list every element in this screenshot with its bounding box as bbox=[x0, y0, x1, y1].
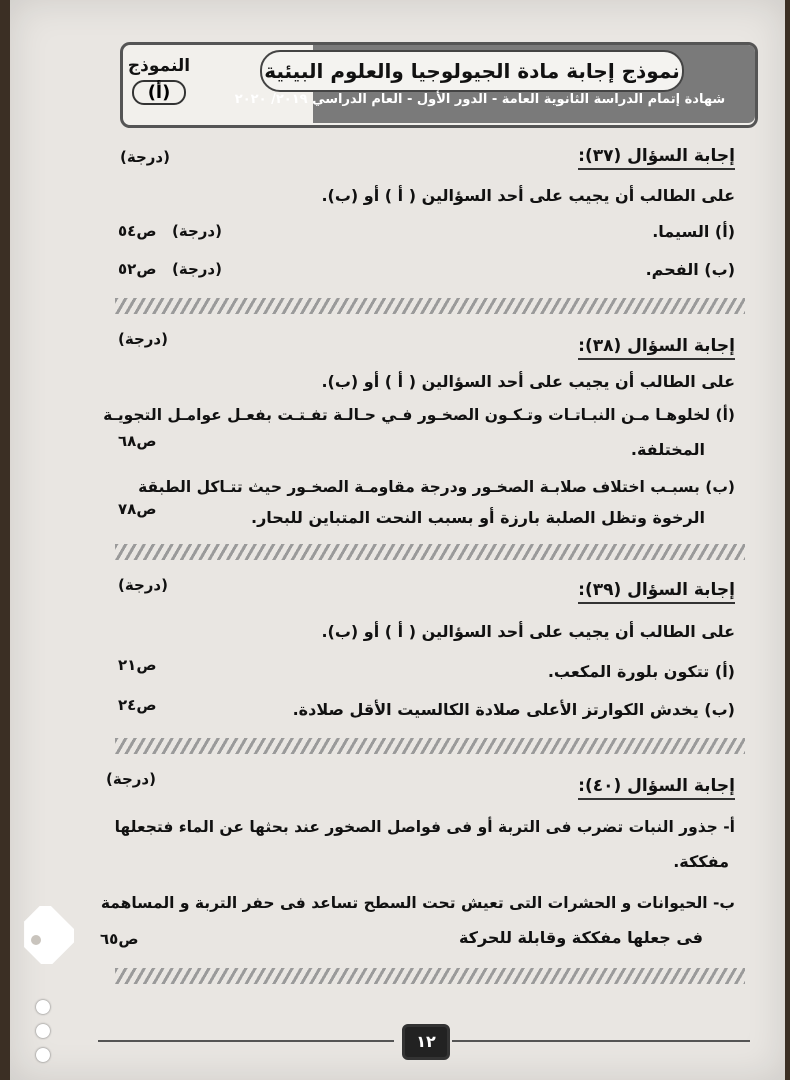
q38-heading: إجابة السؤال (٣٨): bbox=[578, 336, 735, 360]
q37-a-ref: ص٥٤ bbox=[118, 222, 157, 240]
section-separator bbox=[115, 738, 745, 754]
page-subtitle: شهادة إتمام الدراسة الثانوية العامة - الدور الأول - العام الدراسي ٢٠١٩/ ٢٠٢٠ bbox=[234, 92, 726, 107]
footer-rule-right bbox=[452, 1040, 750, 1042]
q40-heading: إجابة السؤال (٤٠): bbox=[578, 776, 735, 800]
q39-instruction: على الطالب أن يجيب على أحد السؤالين ( أ ) أو (ب). bbox=[321, 622, 735, 641]
menu-dot bbox=[36, 1048, 50, 1062]
q40-answer-a-line1: أ- جذور النبات تضرب فى التربة أو فى فواصل الصخور عند بحثها عن الماء فتجعلها bbox=[114, 818, 735, 836]
q37-grade: (درجة) bbox=[120, 148, 170, 166]
page-number: ١٢ bbox=[402, 1024, 450, 1060]
menu-dot bbox=[36, 1024, 50, 1038]
model-label: النموذج bbox=[127, 56, 191, 76]
q38-grade: (درجة) bbox=[118, 330, 168, 348]
q40-answer-b-line1: ب- الحيوانات و الحشرات التى تعيش تحت السطح تساعد فى حفر التربة و المساهمة bbox=[100, 894, 735, 912]
section-separator bbox=[115, 298, 745, 314]
q40-b-ref: ص٦٥ bbox=[100, 930, 139, 948]
q37-answer-a: (أ) السيما. bbox=[652, 222, 735, 241]
q37-b-grade: (درجة) bbox=[172, 260, 222, 278]
q40-answer-a-line2: مفككة. bbox=[673, 852, 729, 871]
q39-answer-b: (ب) يخدش الكوارتز الأعلى صلادة الكالسيت الأقل صلادة. bbox=[292, 700, 735, 719]
q40-answer-b-line2: فى جعلها مفككة وقابلة للحركة bbox=[458, 928, 703, 947]
q39-b-ref: ص٢٤ bbox=[118, 696, 157, 714]
q38-answer-b-line1: (ب) بسبـب اختلاف صلابـة الصخـور ودرجة مقاومـة الصخـور حيث تتـاكل الطبقة bbox=[138, 478, 735, 496]
q38-instruction: على الطالب أن يجيب على أحد السؤالين ( أ ) أو (ب). bbox=[321, 372, 735, 391]
q37-heading: إجابة السؤال (٣٧): bbox=[578, 146, 735, 170]
model-box bbox=[124, 50, 194, 116]
document-page bbox=[10, 0, 785, 1080]
q39-a-ref: ص٢١ bbox=[118, 656, 157, 674]
q37-instruction: على الطالب أن يجيب على أحد السؤالين ( أ ) أو (ب). bbox=[321, 186, 735, 205]
menu-dot bbox=[36, 1000, 50, 1014]
q38-answer-a-line2: المختلفة. bbox=[630, 440, 705, 459]
tag-icon[interactable] bbox=[18, 906, 74, 964]
q39-grade: (درجة) bbox=[118, 576, 168, 594]
page-title: نموذج إجابة مادة الجيولوجيا والعلوم البيئية bbox=[260, 50, 684, 92]
q38-b-ref: ص٧٨ bbox=[118, 500, 157, 518]
q38-a-ref: ص٦٨ bbox=[118, 432, 157, 450]
model-letter: (أ) bbox=[132, 80, 187, 105]
q39-answer-a: (أ) تتكون بلورة المكعب. bbox=[547, 662, 735, 681]
footer-rule-left bbox=[98, 1040, 394, 1042]
q37-b-ref: ص٥٢ bbox=[118, 260, 157, 278]
q38-answer-b-line2: الرخوة وتظل الصلبة بارزة أو بسبب النحت المتباين للبحار. bbox=[250, 508, 705, 527]
q39-heading: إجابة السؤال (٣٩): bbox=[578, 580, 735, 604]
q38-answer-a-line1: (أ) لخلوهـا مـن النبـاتـات وتـكـون الصخـور فـي حـالـة تفـتـت بفعـل عوامـل التجويـة bbox=[103, 406, 735, 424]
more-vertical-icon[interactable] bbox=[36, 1000, 52, 1072]
q40-grade: (درجة) bbox=[106, 770, 156, 788]
q37-a-grade: (درجة) bbox=[172, 222, 222, 240]
section-separator bbox=[115, 968, 745, 984]
section-separator bbox=[115, 544, 745, 560]
q37-answer-b: (ب) الفحم. bbox=[645, 260, 735, 279]
